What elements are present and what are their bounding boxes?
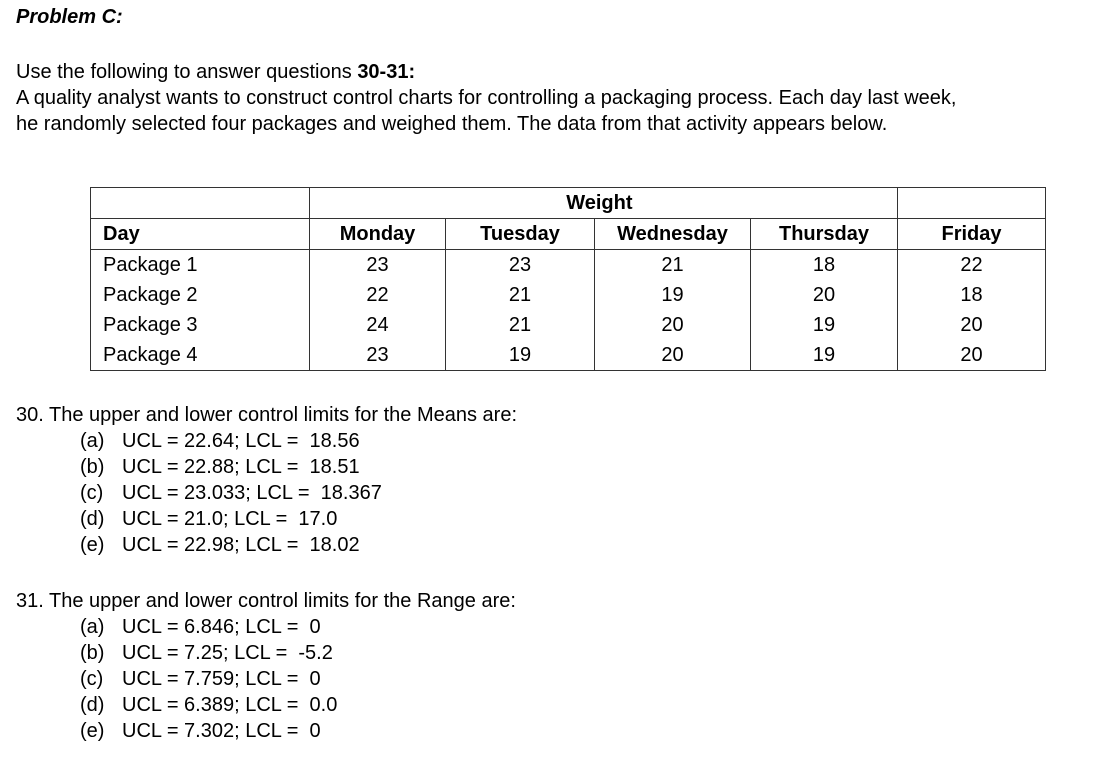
table-cell: 18 <box>898 280 1046 310</box>
column-header: Thursday <box>751 219 898 250</box>
option-letter: (a) <box>80 430 105 452</box>
intro-question-range: 30-31: <box>357 61 416 83</box>
table-cell: 20 <box>898 310 1046 340</box>
column-header: Tuesday <box>446 219 595 250</box>
option-text: UCL = 22.64; LCL = 18.56 <box>122 430 360 452</box>
option-letter: (d) <box>80 508 105 530</box>
weight-data-table <box>90 187 1046 371</box>
option-letter: (e) <box>80 534 105 556</box>
question-stem: 30. The upper and lower control limits for the Means are: <box>16 404 517 426</box>
answer-options <box>16 614 516 744</box>
option-letter: (d) <box>80 694 105 716</box>
option-text: UCL = 22.88; LCL = 18.51 <box>122 456 360 478</box>
table-cell: 23 <box>310 340 446 371</box>
intro-paragraph <box>16 59 956 137</box>
table-cell: 19 <box>446 340 595 371</box>
weight-group-header-right <box>751 188 898 219</box>
table-cell: 20 <box>595 310 751 340</box>
table-row <box>91 310 1046 340</box>
table-cell: 19 <box>751 310 898 340</box>
weight-group-header: Weight <box>566 192 633 214</box>
table-cell: 20 <box>595 340 751 371</box>
table-row <box>91 340 1046 371</box>
option-text: UCL = 7.302; LCL = 0 <box>122 720 321 742</box>
option-text: UCL = 6.846; LCL = 0 <box>122 616 321 638</box>
intro-line-2: A quality analyst wants to construct control charts for controlling a packaging process. Each day last week, <box>16 87 957 109</box>
option-letter: (b) <box>80 642 105 664</box>
option-text: UCL = 23.033; LCL = 18.367 <box>122 482 382 504</box>
answer-option <box>80 532 517 558</box>
table-row <box>91 280 1046 310</box>
option-letter: (b) <box>80 456 105 478</box>
table-cell: 21 <box>446 280 595 310</box>
table-column-header-row <box>91 219 1046 250</box>
table-cell: 22 <box>310 280 446 310</box>
option-text: UCL = 7.759; LCL = 0 <box>122 668 321 690</box>
column-header: Monday <box>310 219 446 250</box>
answer-option <box>80 666 516 692</box>
row-header-label: Day <box>91 219 310 250</box>
table-corner-cell <box>91 188 310 219</box>
table-cell: 19 <box>595 280 751 310</box>
row-label: Package 2 <box>91 280 310 310</box>
question-31 <box>16 588 516 744</box>
answer-option <box>80 454 517 480</box>
problem-title: Problem C: <box>16 6 123 28</box>
row-label: Package 4 <box>91 340 310 371</box>
option-letter: (a) <box>80 616 105 638</box>
option-text: UCL = 21.0; LCL = 17.0 <box>122 508 338 530</box>
table-group-header-row <box>91 188 1046 219</box>
row-label: Package 3 <box>91 310 310 340</box>
option-letter: (c) <box>80 482 104 504</box>
table-cell: 18 <box>751 250 898 281</box>
table-cell: 21 <box>446 310 595 340</box>
table-cell: 23 <box>446 250 595 281</box>
option-text: UCL = 22.98; LCL = 18.02 <box>122 534 360 556</box>
table-cell: 24 <box>310 310 446 340</box>
option-letter: (c) <box>80 668 104 690</box>
weight-group-header-left <box>310 188 751 219</box>
question-30 <box>16 402 517 558</box>
option-text: UCL = 7.25; LCL = -5.2 <box>122 642 333 664</box>
answer-option <box>80 506 517 532</box>
option-text: UCL = 6.389; LCL = 0.0 <box>122 694 338 716</box>
table-cell: 20 <box>751 280 898 310</box>
table-cell: 19 <box>751 340 898 371</box>
intro-line-3: he randomly selected four packages and weighed them. The data from that activity appears below. <box>16 113 888 135</box>
table-cell: 22 <box>898 250 1046 281</box>
answer-option <box>80 640 516 666</box>
table-corner-cell-right <box>898 188 1046 219</box>
answer-options <box>16 428 517 558</box>
intro-lead: Use the following to answer questions <box>16 61 358 83</box>
answer-option <box>80 428 517 454</box>
intro-line-1 <box>16 59 956 85</box>
option-letter: (e) <box>80 720 105 742</box>
answer-option <box>80 480 517 506</box>
answer-option <box>80 692 516 718</box>
table-cell: 21 <box>595 250 751 281</box>
column-header: Friday <box>898 219 1046 250</box>
table-cell: 23 <box>310 250 446 281</box>
table-row <box>91 250 1046 281</box>
column-header: Wednesday <box>595 219 751 250</box>
answer-option <box>80 718 516 744</box>
row-label: Package 1 <box>91 250 310 281</box>
table-cell: 20 <box>898 340 1046 371</box>
answer-option <box>80 614 516 640</box>
question-stem: 31. The upper and lower control limits for the Range are: <box>16 590 516 612</box>
